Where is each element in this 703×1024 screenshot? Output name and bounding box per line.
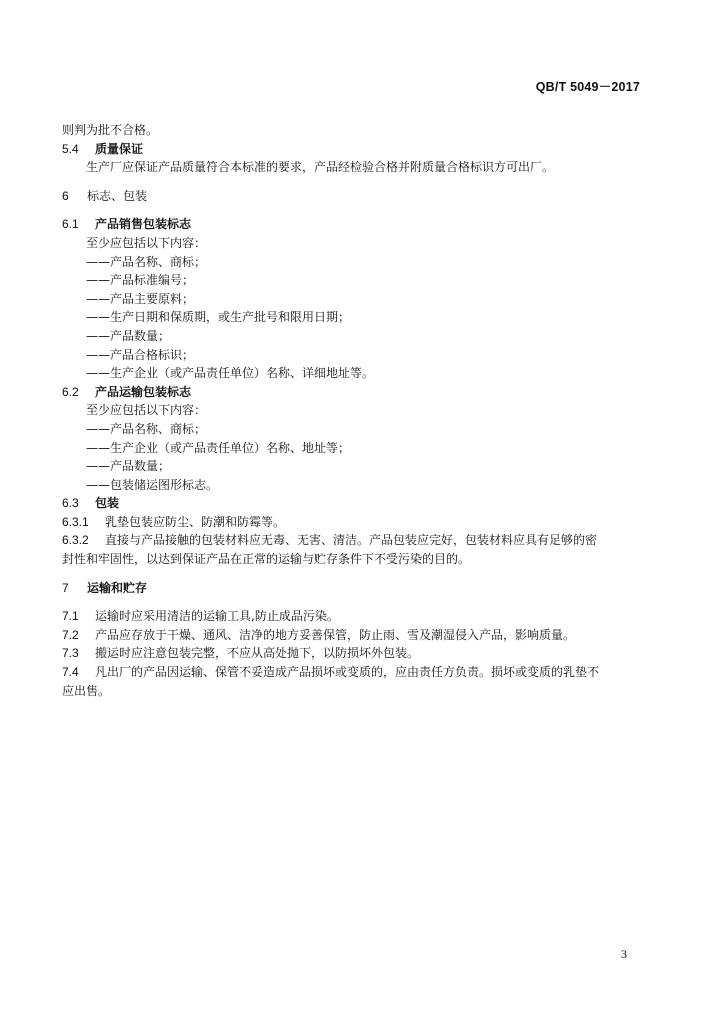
- section-number: 7.1: [62, 609, 79, 624]
- list-item: ——包装储运图形标志。: [86, 477, 219, 492]
- section-title: 产品销售包装标志: [95, 217, 192, 232]
- list-item: ——产品标准编号；: [86, 273, 195, 288]
- section-6-3-heading: [62, 494, 642, 513]
- section-6-1-intro: 至少应包括以下内容：: [86, 235, 207, 250]
- section-6-2-heading: [62, 383, 642, 402]
- section-7-3: [62, 644, 642, 663]
- section-number: 7.4: [62, 665, 79, 680]
- section-number: 7: [62, 580, 69, 595]
- list-item: ——生产企业（或产品责任单位）名称、地址等；: [86, 440, 351, 455]
- section-6-heading: [62, 187, 642, 206]
- paragraph-continuation: 则判为批不合格。: [62, 123, 159, 137]
- section-text: 乳垫包装应防尘、防潮和防霉等。: [105, 514, 286, 529]
- list-item: ——产品数量；: [86, 328, 171, 343]
- section-number: 6.3: [62, 496, 79, 511]
- list-item: ——产品数量；: [86, 459, 171, 474]
- section-7-4-continued: 应出售。: [62, 683, 111, 698]
- list-item: ——产品名称、商标；: [86, 421, 207, 436]
- section-text: 产品应存放于干燥、通风、洁净的地方妥善保管，防止雨、雪及潮湿侵入产品，影响质量。: [95, 627, 576, 642]
- list-item: ——生产日期和保质期，或生产批号和限用日期；: [86, 310, 351, 325]
- section-title: 质量保证: [95, 141, 144, 156]
- section-6-2-intro: 至少应包括以下内容：: [86, 403, 207, 418]
- section-number: 7.2: [62, 627, 79, 642]
- section-7-heading: [62, 579, 642, 598]
- section-5-4-text: 生产厂应保证产品质量符合本标准的要求，产品经检验合格并附质量合格标识方可出厂。: [86, 160, 555, 175]
- section-6-1-heading: [62, 215, 642, 234]
- section-text: 运输时应采用清洁的运输工具,防止成品污染。: [95, 609, 339, 624]
- section-number: 6.3.2: [62, 533, 89, 548]
- section-number: 5.4: [62, 141, 79, 156]
- section-text: 搬运时应注意包装完整，不应从高处抛下，以防损坏外包装。: [95, 646, 420, 661]
- section-number: 7.3: [62, 646, 79, 661]
- section-text: 凡出厂的产品因运输、保管不妥造成产品损坏或变质的，应由责任方负责。损坏或变质的乳垫不: [95, 665, 600, 680]
- section-5-4-heading: [62, 140, 642, 159]
- standard-code: QB/T 5049－2017: [535, 80, 640, 94]
- section-title: 标志、包装: [87, 188, 148, 203]
- section-7-1: [62, 607, 642, 626]
- list-item: ——产品名称、商标；: [86, 254, 207, 269]
- section-number: 6.3.1: [62, 514, 89, 529]
- section-6-3-2-continued: 封性和牢固性，以达到保证产品在正常的运输与贮存条件下不受污染的目的。: [62, 552, 471, 567]
- document-body: [62, 121, 642, 700]
- section-7-4: [62, 663, 642, 682]
- section-text: 直接与产品接触的包装材料应无毒、无害、清洁。产品包装应完好，包装材料应具有足够的密: [105, 533, 598, 548]
- section-title: 包装: [95, 496, 120, 511]
- section-number: 6: [62, 188, 69, 203]
- section-7-2: [62, 626, 642, 645]
- section-title: 运输和贮存: [87, 580, 148, 595]
- section-6-3-1: [62, 513, 642, 532]
- section-number: 6.2: [62, 384, 79, 399]
- page-number: 3: [621, 947, 627, 961]
- list-item: ——生产企业（或产品责任单位）名称、详细地址等。: [86, 366, 375, 381]
- section-6-3-2: [62, 531, 642, 550]
- section-title: 产品运输包装标志: [95, 384, 192, 399]
- list-item: ——产品主要原料；: [86, 291, 195, 306]
- section-number: 6.1: [62, 217, 79, 232]
- list-item: ——产品合格标识；: [86, 347, 195, 362]
